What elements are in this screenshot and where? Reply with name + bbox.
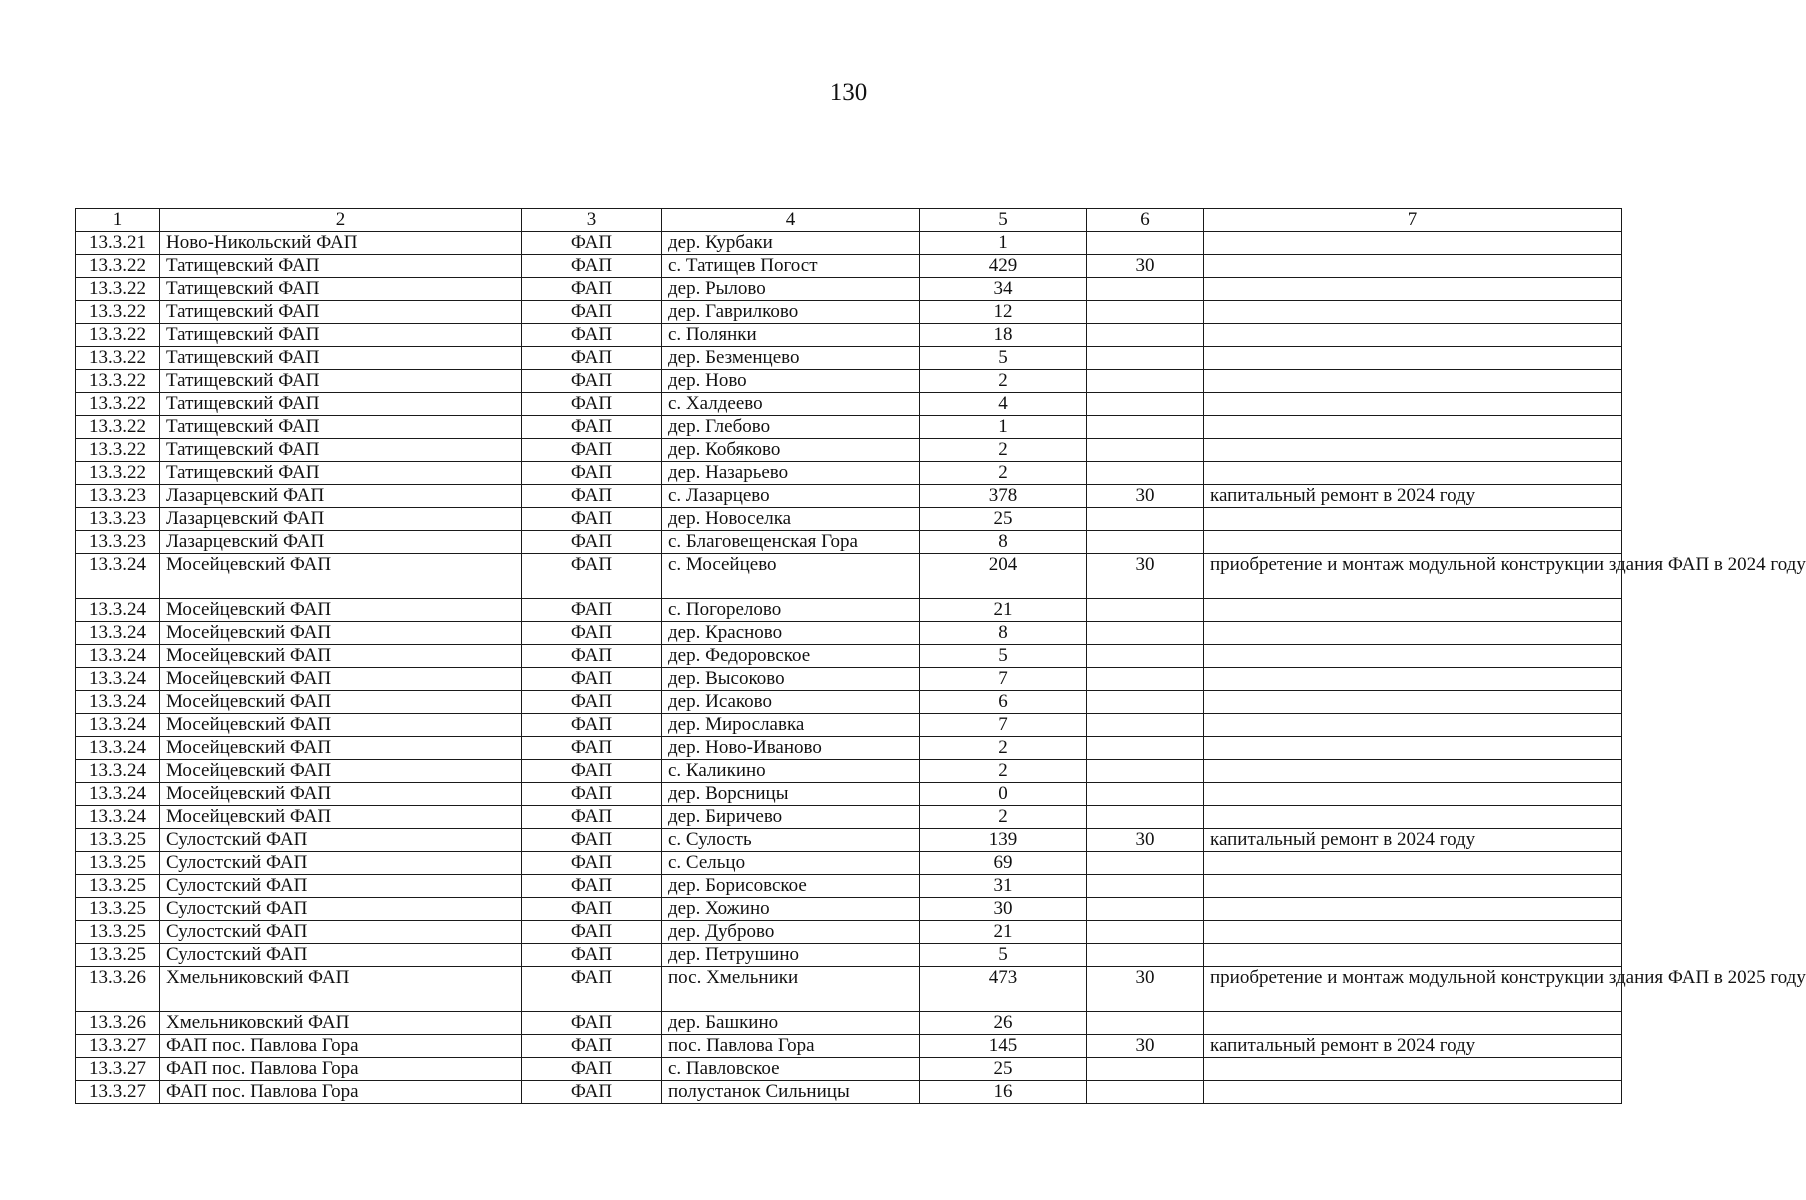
facility-type-cell: ФАП: [522, 783, 662, 806]
facility-type-cell: ФАП: [522, 668, 662, 691]
note-cell: [1204, 622, 1622, 645]
facility-name-cell: Лазарцевский ФАП: [160, 531, 522, 554]
population-cell: 12: [920, 301, 1087, 324]
facility-type-cell: ФАП: [522, 347, 662, 370]
settlement-cell: с. Татищев Погост: [662, 255, 920, 278]
table-body: [76, 232, 1806, 1104]
note-cell: [1204, 599, 1622, 622]
facility-type-cell: ФАП: [522, 691, 662, 714]
facility-name-cell: Мосейцевский ФАП: [160, 645, 522, 668]
settlement-cell: пос. Павлова Гора: [662, 1035, 920, 1058]
value-cell: [1087, 232, 1204, 255]
settlement-cell: с. Павловское: [662, 1058, 920, 1081]
note-cell: [1204, 852, 1622, 875]
settlement-cell: дер. Ново: [662, 370, 920, 393]
row-number-cell: 13.3.24: [76, 622, 160, 645]
value-cell: [1087, 760, 1204, 783]
note-cell: [1204, 462, 1622, 485]
facility-name-cell: Сулостский ФАП: [160, 852, 522, 875]
population-cell: 5: [920, 347, 1087, 370]
facility-type-cell: ФАП: [522, 1035, 662, 1058]
note-cell: приобретение и монтаж модульной конструкции здания ФАП в 2024 году: [1204, 554, 1622, 599]
row-number-cell: 13.3.22: [76, 439, 160, 462]
table-row: [76, 347, 1622, 370]
facility-name-cell: Татищевский ФАП: [160, 301, 522, 324]
value-cell: [1087, 531, 1204, 554]
population-cell: 2: [920, 462, 1087, 485]
facility-type-cell: ФАП: [522, 645, 662, 668]
note-cell: [1204, 416, 1622, 439]
facility-type-cell: ФАП: [522, 829, 662, 852]
note-cell: приобретение и монтаж модульной конструкции здания ФАП в 2025 году: [1204, 967, 1622, 1012]
value-cell: 30: [1087, 485, 1204, 508]
population-cell: 31: [920, 875, 1087, 898]
table-row: [76, 944, 1622, 967]
settlement-cell: с. Полянки: [662, 324, 920, 347]
settlement-cell: с. Благовещенская Гора: [662, 531, 920, 554]
population-cell: 34: [920, 278, 1087, 301]
facility-name-cell: Лазарцевский ФАП: [160, 485, 522, 508]
note-cell: [1204, 1081, 1622, 1104]
facility-name-cell: Хмельниковский ФАП: [160, 967, 522, 1012]
settlement-cell: дер. Высоково: [662, 668, 920, 691]
table-row: [76, 301, 1622, 324]
facility-name-cell: Мосейцевский ФАП: [160, 622, 522, 645]
row-number-cell: 13.3.24: [76, 737, 160, 760]
settlement-cell: с. Погорелово: [662, 599, 920, 622]
population-cell: 69: [920, 852, 1087, 875]
table-row: [76, 691, 1622, 714]
row-number-cell: 13.3.22: [76, 301, 160, 324]
population-cell: 16: [920, 1081, 1087, 1104]
value-cell: [1087, 599, 1204, 622]
table-row: [76, 554, 1622, 599]
facility-type-cell: ФАП: [522, 1012, 662, 1035]
population-cell: 7: [920, 714, 1087, 737]
population-cell: 5: [920, 645, 1087, 668]
facility-name-cell: Татищевский ФАП: [160, 462, 522, 485]
registry-table: [75, 208, 1806, 1104]
row-number-cell: 13.3.24: [76, 714, 160, 737]
note-cell: [1204, 737, 1622, 760]
facility-name-cell: Мосейцевский ФАП: [160, 737, 522, 760]
facility-type-cell: ФАП: [522, 416, 662, 439]
note-cell: [1204, 393, 1622, 416]
row-number-cell: 13.3.24: [76, 554, 160, 599]
note-cell: [1204, 760, 1622, 783]
facility-name-cell: Сулостский ФАП: [160, 921, 522, 944]
row-number-cell: 13.3.22: [76, 393, 160, 416]
row-number-cell: 13.3.22: [76, 416, 160, 439]
row-number-cell: 13.3.27: [76, 1058, 160, 1081]
row-number-cell: 13.3.22: [76, 462, 160, 485]
value-cell: [1087, 645, 1204, 668]
note-cell: [1204, 278, 1622, 301]
table-row: [76, 921, 1622, 944]
population-cell: 30: [920, 898, 1087, 921]
facility-type-cell: ФАП: [522, 944, 662, 967]
page-number: 130: [829, 79, 868, 106]
facility-name-cell: Татищевский ФАП: [160, 255, 522, 278]
value-cell: [1087, 898, 1204, 921]
settlement-cell: дер. Борисовское: [662, 875, 920, 898]
population-cell: 4: [920, 393, 1087, 416]
table-row: [76, 324, 1622, 347]
facility-name-cell: Татищевский ФАП: [160, 278, 522, 301]
population-cell: 0: [920, 783, 1087, 806]
note-cell: [1204, 508, 1622, 531]
population-cell: 2: [920, 370, 1087, 393]
population-cell: 8: [920, 531, 1087, 554]
note-cell: капитальный ремонт в 2024 году: [1204, 485, 1622, 508]
table-row: [76, 783, 1622, 806]
row-number-cell: 13.3.24: [76, 645, 160, 668]
facility-type-cell: ФАП: [522, 760, 662, 783]
settlement-cell: пос. Хмельники: [662, 967, 920, 1012]
row-number-cell: 13.3.27: [76, 1035, 160, 1058]
table-row: [76, 737, 1622, 760]
population-cell: 473: [920, 967, 1087, 1012]
settlement-cell: с. Сулость: [662, 829, 920, 852]
value-cell: [1087, 370, 1204, 393]
row-number-cell: 13.3.22: [76, 370, 160, 393]
row-number-cell: 13.3.26: [76, 1012, 160, 1035]
settlement-cell: дер. Красново: [662, 622, 920, 645]
settlement-cell: дер. Ново-Иваново: [662, 737, 920, 760]
row-number-cell: 13.3.27: [76, 1081, 160, 1104]
table-row: [76, 622, 1622, 645]
row-number-cell: 13.3.24: [76, 668, 160, 691]
row-number-cell: 13.3.25: [76, 921, 160, 944]
row-number-cell: 13.3.25: [76, 875, 160, 898]
row-number-cell: 13.3.22: [76, 255, 160, 278]
population-cell: 25: [920, 1058, 1087, 1081]
note-cell: капитальный ремонт в 2024 году: [1204, 829, 1622, 852]
population-cell: 26: [920, 1012, 1087, 1035]
settlement-cell: с. Мосейцево: [662, 554, 920, 599]
settlement-cell: дер. Башкино: [662, 1012, 920, 1035]
value-cell: 30: [1087, 554, 1204, 599]
facility-type-cell: ФАП: [522, 278, 662, 301]
note-cell: [1204, 1012, 1622, 1035]
settlement-cell: дер. Исаково: [662, 691, 920, 714]
facility-type-cell: ФАП: [522, 232, 662, 255]
settlement-cell: дер. Глебово: [662, 416, 920, 439]
facility-name-cell: ФАП пос. Павлова Гора: [160, 1058, 522, 1081]
facility-type-cell: ФАП: [522, 967, 662, 1012]
value-cell: [1087, 691, 1204, 714]
header-row: [76, 209, 1622, 232]
note-cell: [1204, 255, 1622, 278]
facility-name-cell: Татищевский ФАП: [160, 370, 522, 393]
facility-type-cell: ФАП: [522, 554, 662, 599]
value-cell: 30: [1087, 829, 1204, 852]
table-row: [76, 875, 1622, 898]
population-cell: 21: [920, 599, 1087, 622]
facility-name-cell: Татищевский ФАП: [160, 347, 522, 370]
settlement-cell: дер. Рылово: [662, 278, 920, 301]
table-row: [76, 1081, 1622, 1104]
row-number-cell: 13.3.24: [76, 691, 160, 714]
table-row: [76, 829, 1622, 852]
row-number-cell: 13.3.25: [76, 829, 160, 852]
value-cell: [1087, 783, 1204, 806]
value-cell: [1087, 622, 1204, 645]
settlement-cell: полустанок Сильницы: [662, 1081, 920, 1104]
value-cell: [1087, 921, 1204, 944]
table-row: [76, 416, 1622, 439]
facility-name-cell: Сулостский ФАП: [160, 875, 522, 898]
row-number-cell: 13.3.23: [76, 508, 160, 531]
facility-type-cell: ФАП: [522, 462, 662, 485]
value-cell: 30: [1087, 1035, 1204, 1058]
value-cell: [1087, 668, 1204, 691]
population-cell: 6: [920, 691, 1087, 714]
table-row: [76, 852, 1622, 875]
note-cell: [1204, 232, 1622, 255]
note-cell: [1204, 347, 1622, 370]
note-cell: [1204, 921, 1622, 944]
value-cell: [1087, 806, 1204, 829]
table-row: [76, 967, 1622, 1012]
row-number-cell: 13.3.25: [76, 944, 160, 967]
note-cell: [1204, 783, 1622, 806]
value-cell: [1087, 508, 1204, 531]
row-number-cell: 13.3.24: [76, 806, 160, 829]
note-cell: капитальный ремонт в 2024 году: [1204, 1035, 1622, 1058]
column-header: 4: [662, 209, 920, 232]
table-row: [76, 1035, 1622, 1058]
population-cell: 145: [920, 1035, 1087, 1058]
table-row: [76, 439, 1622, 462]
population-cell: 429: [920, 255, 1087, 278]
population-cell: 1: [920, 232, 1087, 255]
table-row: [76, 462, 1622, 485]
column-header: 5: [920, 209, 1087, 232]
table-row: [76, 370, 1622, 393]
value-cell: [1087, 852, 1204, 875]
facility-name-cell: Татищевский ФАП: [160, 393, 522, 416]
population-cell: 18: [920, 324, 1087, 347]
facility-name-cell: Сулостский ФАП: [160, 944, 522, 967]
table-row: [76, 1058, 1622, 1081]
settlement-cell: дер. Ворсницы: [662, 783, 920, 806]
value-cell: 30: [1087, 255, 1204, 278]
facility-type-cell: ФАП: [522, 622, 662, 645]
population-cell: 1: [920, 416, 1087, 439]
value-cell: [1087, 1058, 1204, 1081]
facility-name-cell: Сулостский ФАП: [160, 829, 522, 852]
settlement-cell: дер. Федоровское: [662, 645, 920, 668]
population-cell: 8: [920, 622, 1087, 645]
facility-name-cell: Татищевский ФАП: [160, 324, 522, 347]
note-cell: [1204, 531, 1622, 554]
settlement-cell: с. Халдеево: [662, 393, 920, 416]
facility-type-cell: ФАП: [522, 852, 662, 875]
note-cell: [1204, 1058, 1622, 1081]
note-cell: [1204, 944, 1622, 967]
settlement-cell: с. Сельцо: [662, 852, 920, 875]
note-cell: [1204, 691, 1622, 714]
value-cell: [1087, 875, 1204, 898]
value-cell: [1087, 714, 1204, 737]
settlement-cell: дер. Кобяково: [662, 439, 920, 462]
table-row: [76, 599, 1622, 622]
settlement-cell: дер. Биричево: [662, 806, 920, 829]
note-cell: [1204, 875, 1622, 898]
table-row: [76, 232, 1622, 255]
note-cell: [1204, 806, 1622, 829]
facility-name-cell: Сулостский ФАП: [160, 898, 522, 921]
table-row: [76, 760, 1622, 783]
facility-type-cell: ФАП: [522, 255, 662, 278]
settlement-cell: дер. Мирославка: [662, 714, 920, 737]
facility-type-cell: ФАП: [522, 714, 662, 737]
facility-name-cell: Мосейцевский ФАП: [160, 599, 522, 622]
value-cell: [1087, 324, 1204, 347]
facility-type-cell: ФАП: [522, 485, 662, 508]
table-row: [76, 531, 1622, 554]
row-number-cell: 13.3.21: [76, 232, 160, 255]
population-cell: 5: [920, 944, 1087, 967]
population-cell: 2: [920, 806, 1087, 829]
value-cell: [1087, 462, 1204, 485]
facility-type-cell: ФАП: [522, 1058, 662, 1081]
facility-type-cell: ФАП: [522, 370, 662, 393]
value-cell: [1087, 439, 1204, 462]
note-cell: [1204, 439, 1622, 462]
table-row: [76, 393, 1622, 416]
facility-name-cell: Татищевский ФАП: [160, 439, 522, 462]
facility-type-cell: ФАП: [522, 324, 662, 347]
population-cell: 2: [920, 737, 1087, 760]
row-number-cell: 13.3.23: [76, 531, 160, 554]
table-row: [76, 806, 1622, 829]
column-header: 7: [1204, 209, 1622, 232]
facility-type-cell: ФАП: [522, 393, 662, 416]
settlement-cell: дер. Гаврилково: [662, 301, 920, 324]
facility-type-cell: ФАП: [522, 301, 662, 324]
facility-name-cell: Мосейцевский ФАП: [160, 714, 522, 737]
settlement-cell: дер. Дуброво: [662, 921, 920, 944]
facility-name-cell: Мосейцевский ФАП: [160, 806, 522, 829]
value-cell: 30: [1087, 967, 1204, 1012]
facility-type-cell: ФАП: [522, 875, 662, 898]
facility-type-cell: ФАП: [522, 531, 662, 554]
facility-name-cell: Мосейцевский ФАП: [160, 691, 522, 714]
settlement-cell: дер. Назарьево: [662, 462, 920, 485]
facility-name-cell: Мосейцевский ФАП: [160, 668, 522, 691]
population-cell: 2: [920, 760, 1087, 783]
note-cell: [1204, 898, 1622, 921]
column-header: 1: [76, 209, 160, 232]
row-number-cell: 13.3.26: [76, 967, 160, 1012]
facility-name-cell: Хмельниковский ФАП: [160, 1012, 522, 1035]
column-header: 2: [160, 209, 522, 232]
population-cell: 378: [920, 485, 1087, 508]
value-cell: [1087, 1081, 1204, 1104]
population-cell: 2: [920, 439, 1087, 462]
facility-type-cell: ФАП: [522, 599, 662, 622]
population-cell: 204: [920, 554, 1087, 599]
table-row: [76, 645, 1622, 668]
facility-type-cell: ФАП: [522, 806, 662, 829]
row-number-cell: 13.3.22: [76, 278, 160, 301]
population-cell: 25: [920, 508, 1087, 531]
note-cell: [1204, 324, 1622, 347]
column-header: 3: [522, 209, 662, 232]
facility-type-cell: ФАП: [522, 898, 662, 921]
table-row: [76, 278, 1622, 301]
facility-name-cell: Лазарцевский ФАП: [160, 508, 522, 531]
value-cell: [1087, 944, 1204, 967]
settlement-cell: дер. Безменцево: [662, 347, 920, 370]
settlement-cell: дер. Хожино: [662, 898, 920, 921]
facility-name-cell: Мосейцевский ФАП: [160, 760, 522, 783]
note-cell: [1204, 668, 1622, 691]
value-cell: [1087, 347, 1204, 370]
settlement-cell: дер. Курбаки: [662, 232, 920, 255]
row-number-cell: 13.3.22: [76, 347, 160, 370]
facility-name-cell: ФАП пос. Павлова Гора: [160, 1035, 522, 1058]
row-number-cell: 13.3.25: [76, 852, 160, 875]
row-number-cell: 13.3.24: [76, 783, 160, 806]
note-cell: [1204, 370, 1622, 393]
table-row: [76, 1012, 1622, 1035]
value-cell: [1087, 301, 1204, 324]
value-cell: [1087, 278, 1204, 301]
value-cell: [1087, 1012, 1204, 1035]
note-cell: [1204, 714, 1622, 737]
row-number-cell: 13.3.25: [76, 898, 160, 921]
value-cell: [1087, 416, 1204, 439]
population-cell: 139: [920, 829, 1087, 852]
population-cell: 7: [920, 668, 1087, 691]
facility-name-cell: Мосейцевский ФАП: [160, 783, 522, 806]
table-row: [76, 508, 1622, 531]
settlement-cell: с. Лазарцево: [662, 485, 920, 508]
table-row: [76, 714, 1622, 737]
facility-name-cell: Ново-Никольский ФАП: [160, 232, 522, 255]
row-number-cell: 13.3.24: [76, 760, 160, 783]
table-row: [76, 668, 1622, 691]
facility-type-cell: ФАП: [522, 439, 662, 462]
table-row: [76, 255, 1622, 278]
facility-name-cell: Татищевский ФАП: [160, 416, 522, 439]
facility-type-cell: ФАП: [522, 737, 662, 760]
row-number-cell: 13.3.22: [76, 324, 160, 347]
value-cell: [1087, 737, 1204, 760]
column-header: 6: [1087, 209, 1204, 232]
settlement-cell: дер. Петрушино: [662, 944, 920, 967]
settlement-cell: дер. Новоселка: [662, 508, 920, 531]
row-number-cell: 13.3.23: [76, 485, 160, 508]
note-cell: [1204, 645, 1622, 668]
facility-name-cell: ФАП пос. Павлова Гора: [160, 1081, 522, 1104]
note-cell: [1204, 301, 1622, 324]
table-row: [76, 485, 1622, 508]
facility-type-cell: ФАП: [522, 508, 662, 531]
table-row: [76, 898, 1622, 921]
population-cell: 21: [920, 921, 1087, 944]
settlement-cell: с. Каликино: [662, 760, 920, 783]
facility-type-cell: ФАП: [522, 921, 662, 944]
facility-type-cell: ФАП: [522, 1081, 662, 1104]
facility-name-cell: Мосейцевский ФАП: [160, 554, 522, 599]
row-number-cell: 13.3.24: [76, 599, 160, 622]
value-cell: [1087, 393, 1204, 416]
